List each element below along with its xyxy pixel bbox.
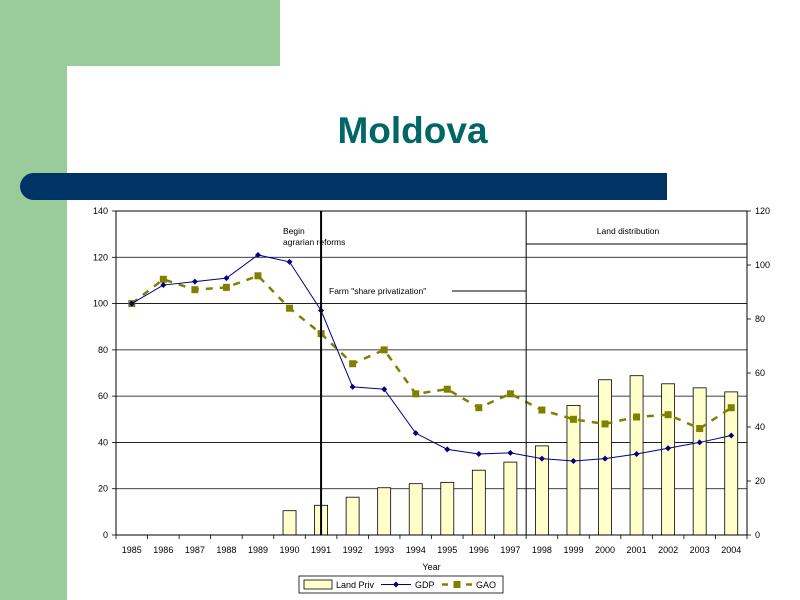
- right-tick-label: 40: [755, 422, 766, 432]
- gao-marker: [507, 390, 514, 397]
- gdp-marker: [444, 446, 450, 452]
- land-priv-bar: [283, 511, 296, 535]
- plot-border: [116, 211, 747, 535]
- x-tick-label: 2001: [626, 545, 647, 555]
- annotation-agrarian-reforms: agrarian reforms: [283, 237, 346, 247]
- gao-marker: [223, 284, 230, 291]
- x-tick-label: 1996: [468, 545, 489, 555]
- x-tick-label: 1987: [184, 545, 205, 555]
- land-priv-bar: [567, 405, 580, 535]
- right-tick-label: 120: [755, 206, 771, 216]
- plot-frame: [116, 211, 747, 535]
- gdp-marker: [160, 282, 166, 288]
- annotation-begin: Begin: [283, 226, 305, 236]
- gao-marker: [286, 305, 293, 312]
- x-tick-label: 1988: [216, 545, 237, 555]
- left-tick-label: 120: [92, 252, 108, 263]
- x-tick-label: 1995: [437, 545, 458, 555]
- land-priv-bar: [378, 488, 391, 535]
- annotation-land-distribution: Land distribution: [596, 226, 660, 236]
- x-tick-label: 1999: [563, 545, 584, 555]
- left-tick-label: 80: [97, 344, 108, 355]
- gdp-marker: [192, 279, 198, 285]
- land-priv-bar: [472, 470, 485, 535]
- gao-marker: [191, 286, 198, 293]
- left-tick-label: 140: [92, 206, 108, 216]
- gdp-marker: [287, 259, 293, 265]
- gao-marker: [254, 272, 261, 279]
- x-tick-label: 1986: [153, 545, 174, 555]
- legend-land-priv-label: Land Priv: [336, 580, 375, 590]
- slide-title: Moldova: [337, 110, 488, 151]
- gao-marker: [633, 413, 640, 420]
- right-tick-label: 20: [755, 476, 766, 486]
- gao-marker: [381, 346, 388, 353]
- land-priv-bar: [441, 482, 454, 535]
- x-tick-label: 1992: [342, 545, 363, 555]
- x-tick-label: 2000: [595, 545, 616, 555]
- right-tick-label: 60: [755, 368, 766, 378]
- gdp-marker: [350, 384, 356, 390]
- gao-marker: [349, 360, 356, 367]
- gao-marker: [538, 407, 545, 414]
- x-tick-label: 1997: [500, 545, 521, 555]
- right-tick-label: 0: [755, 530, 761, 540]
- land-priv-bar: [504, 462, 517, 535]
- right-tick-label: 100: [755, 260, 771, 270]
- gao-marker: [444, 386, 451, 393]
- gao-marker: [602, 420, 609, 427]
- legend-land-priv-swatch: [304, 580, 332, 589]
- x-tick-label: 1989: [247, 545, 268, 555]
- gao-marker: [475, 404, 482, 411]
- left-tick-label: 0: [102, 530, 108, 540]
- gao-marker: [570, 416, 577, 423]
- left-tick-label: 20: [97, 483, 108, 494]
- x-tick-label: 1991: [311, 545, 332, 555]
- x-tick-label: 2002: [658, 545, 679, 555]
- legend-gao-label: GAO: [476, 580, 497, 590]
- x-tick-label: 2004: [721, 545, 742, 555]
- land-priv-bar: [725, 392, 738, 535]
- gridlines: [116, 211, 747, 489]
- land-priv-bar: [693, 388, 706, 535]
- gdp-marker: [476, 451, 482, 457]
- legend-gdp-label: GDP: [415, 580, 435, 590]
- legend-gao-marker: [454, 581, 461, 588]
- gdp-marker: [507, 450, 513, 456]
- land-priv-bar: [409, 484, 422, 535]
- land-priv-bar: [662, 384, 675, 535]
- left-tick-label: 40: [97, 437, 108, 448]
- x-tick-label: 1993: [374, 545, 395, 555]
- right-tick-label: 80: [755, 314, 766, 324]
- series-lines: [128, 252, 734, 464]
- left-tick-label: 60: [97, 391, 108, 402]
- x-tick-label: 2003: [689, 545, 710, 555]
- legend: [299, 576, 503, 593]
- gao-marker: [160, 276, 167, 283]
- land-priv-bar: [346, 497, 359, 535]
- x-tick-label: 1985: [121, 545, 142, 555]
- gao-marker: [665, 411, 672, 418]
- x-axis-label: Year: [422, 562, 441, 572]
- x-tick-label: 1998: [531, 545, 552, 555]
- x-tick-label: 1994: [405, 545, 426, 555]
- left-tick-label: 100: [92, 298, 108, 309]
- gao-marker: [696, 425, 703, 432]
- gao-marker: [728, 404, 735, 411]
- x-tick-label: 1990: [279, 545, 300, 555]
- annotation-share-privatization: Farm "share privatization": [329, 286, 427, 296]
- gao-marker: [412, 390, 419, 397]
